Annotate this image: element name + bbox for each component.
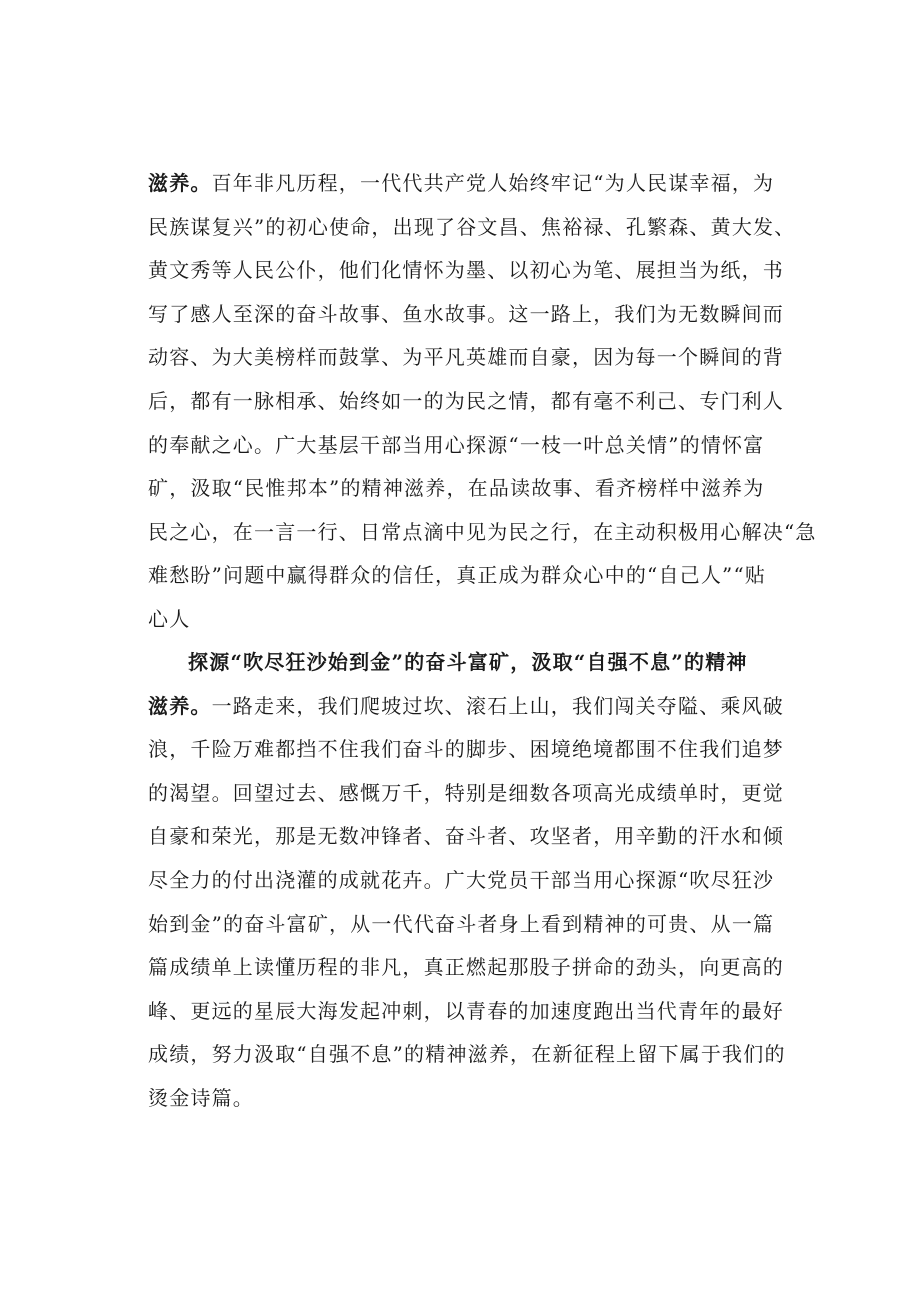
paragraph-2-line-4: 的渴望。回望过去、感慨万千，特别是细数各项高光成绩单时，更觉 xyxy=(148,780,784,805)
paragraph-1-line-7: 的奉献之心。广大基层干部当用心探源“一枝一叶总关情”的情怀富 xyxy=(148,432,765,457)
paragraph-2-line-3: 浪，千险万难都挡不住我们奋斗的脚步、困境绝境都围不住我们追梦 xyxy=(148,737,784,762)
paragraph-1-lead-heading: 滋养。 xyxy=(148,171,212,195)
paragraph-2-line-6: 尽全力的付出浇灌的成就花卉。广大党员干部当用心探源“吹尽狂沙 xyxy=(148,867,775,892)
paragraph-2-lead-heading-end: 滋养。 xyxy=(148,693,212,718)
paragraph-2 xyxy=(148,641,848,1121)
paragraph-1-line-8: 矿，汲取“民惟邦本”的精神滋养，在品读故事、看齐榜样中滋养为 xyxy=(148,476,765,501)
paragraph-1-line-5: 动容、为大美榜样而鼓掌、为平凡英雄而自豪，因为每一个瞬间的背 xyxy=(148,345,784,370)
paragraph-2-line-9: 峰、更远的星辰大海发起冲刺，以青春的加速度跑出当代青年的最好 xyxy=(148,998,784,1023)
paragraph-1-line-9: 民之心，在一言一行、日常点滴中见为民之行，在主动积极用心解决“急 xyxy=(148,519,817,544)
paragraph-1-line-1 xyxy=(148,162,848,206)
paragraph-2-line-10: 成绩，努力汲取“自强不息”的精神滋养，在新征程上留下属于我们的 xyxy=(148,1042,786,1067)
paragraph-2-line-2-text: 一路走来，我们爬坡过坎、滚石上山，我们闯关夺隘、乘风破 xyxy=(211,693,785,718)
paragraph-1 xyxy=(148,162,848,642)
paragraph-2-line-5: 自豪和荣光，那是无数冲锋者、奋斗者、攻坚者，用辛勤的汗水和倾 xyxy=(148,824,784,849)
paragraph-1-line-2: 民族谋复兴”的初心使命，出现了谷文昌、焦裕禄、孔繁森、黄大发、 xyxy=(148,214,796,239)
paragraph-1-line-10: 难愁盼”问题中赢得群众的信任，真正成为群众心中的“自己人”“贴 xyxy=(148,563,767,588)
paragraph-1-line-11: 心人 xyxy=(148,606,191,631)
paragraph-1-line-4: 写了感人至深的奋斗故事、鱼水故事。这一路上，我们为无数瞬间而 xyxy=(148,301,784,326)
paragraph-2-line-7: 始到金”的奋斗富矿，从一代代奋斗者身上看到精神的可贵、从一篇 xyxy=(148,911,775,936)
paragraph-2-line-2 xyxy=(148,685,848,729)
paragraph-1-line-3: 黄文秀等人民公仆，他们化情怀为墨、以初心为笔、展担当为纸，书 xyxy=(148,258,784,283)
paragraph-2-heading: 探源“吹尽狂沙始到金”的奋斗富矿，汲取“自强不息”的精神 xyxy=(188,650,748,674)
paragraph-1-line-1-text: 百年非凡历程，一代代共产党人始终牢记“为人民谋幸福，为 xyxy=(211,171,775,195)
paragraph-2-line-8: 篇成绩单上读懂历程的非凡，真正燃起那股子拼命的劲头，向更高的 xyxy=(148,955,784,980)
paragraph-2-line-11: 烫金诗篇。 xyxy=(148,1085,254,1110)
paragraph-1-line-6: 后，都有一脉相承、始终如一的为民之情，都有毫不利己、专门利人 xyxy=(148,388,784,413)
